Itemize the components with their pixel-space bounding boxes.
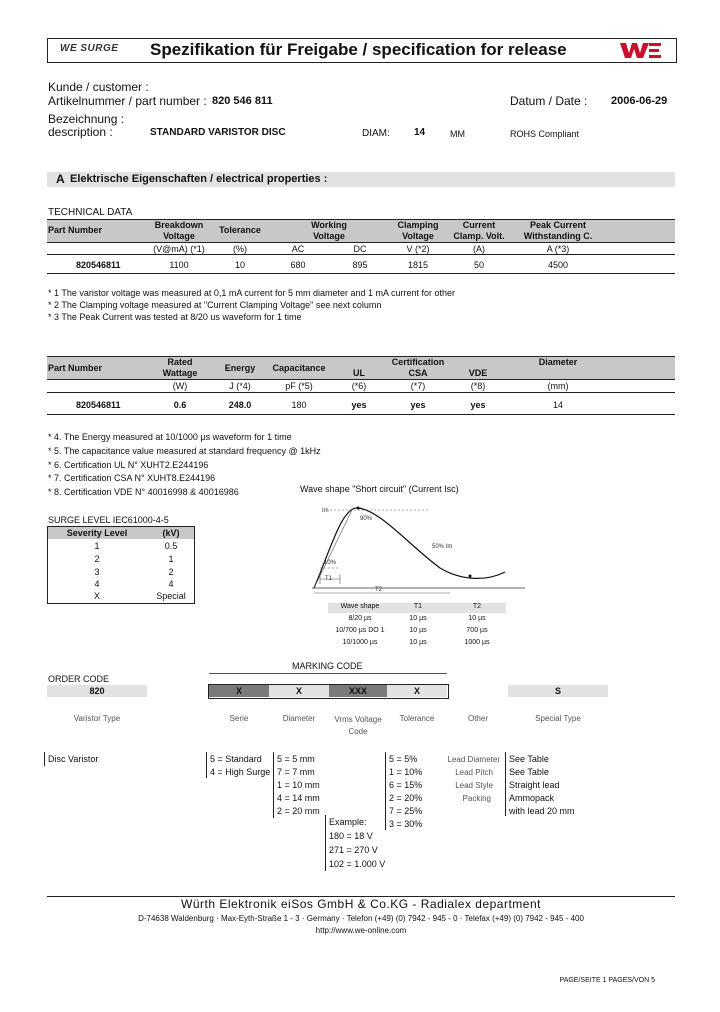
example-3: 102 = 1.000 V bbox=[329, 859, 386, 869]
other-label-4: Packing bbox=[462, 794, 491, 803]
t2-row-csa: yes bbox=[410, 400, 426, 410]
t1-u-ac: AC bbox=[291, 244, 305, 254]
t2-row-ul: yes bbox=[351, 400, 367, 410]
t1-u-breakdown: (V@mA) (*1) bbox=[153, 244, 205, 254]
section-a-title: Elektrische Eigenschaften / electrical properties : bbox=[70, 173, 328, 185]
footer-company: Würth Elektronik eiSos GmbH & Co.KG - Radialex department bbox=[181, 897, 541, 911]
date-value: 2006-06-29 bbox=[611, 95, 668, 107]
t2-h-capacitance: Capacitance bbox=[272, 363, 326, 373]
order-cell-tolerance: X bbox=[387, 685, 447, 697]
surge-r5-kv: Special bbox=[156, 591, 186, 601]
surge-r2-level: 2 bbox=[94, 554, 100, 564]
note-3: * 3 The Peak Current was tested at 8/20 us waveform for 1 time bbox=[48, 312, 302, 322]
surge-h-kv: (kV) bbox=[162, 528, 180, 538]
part-number-value: 820 546 811 bbox=[212, 95, 273, 107]
description-value: STANDARD VARISTOR DISC bbox=[150, 127, 286, 138]
t2-u-energy: J (*4) bbox=[229, 381, 251, 391]
marking-code-label: MARKING CODE bbox=[292, 661, 363, 671]
t2-h-certification: Certification bbox=[391, 357, 445, 367]
t1-h-peak: Peak Current Withstanding C. bbox=[523, 220, 593, 241]
surge-r3-level: 3 bbox=[94, 567, 100, 577]
serie-bracket bbox=[206, 752, 207, 778]
page-title: Spezifikation für Freigabe / specification for release bbox=[150, 40, 567, 59]
t1-row-tolerance: 10 bbox=[234, 260, 245, 270]
tolerance-opt-1: 5 = 5% bbox=[389, 754, 418, 764]
t1-u-peak: A (*3) bbox=[546, 244, 570, 254]
t1-row-part: 820546811 bbox=[76, 260, 121, 270]
customer-label: Kunde / customer : bbox=[48, 80, 149, 94]
note-7: * 7. Certification CSA N° XUHT8.E244196 bbox=[48, 473, 216, 483]
example-1: 180 = 18 V bbox=[329, 831, 373, 841]
logo-we-surge: WE SURGE bbox=[60, 43, 119, 54]
t1-u-current: (A) bbox=[473, 244, 485, 254]
wave-th-shape: Wave shape bbox=[340, 603, 380, 610]
diameter-opt-5: 2 = 20 mm bbox=[277, 806, 320, 816]
t2-u-capacitance: pF (*5) bbox=[285, 381, 313, 391]
t1-h-working: Working Voltage bbox=[311, 220, 347, 241]
sub-varistor-type: Varistor Type bbox=[73, 714, 121, 723]
wave-r1-t2: 10 µs bbox=[468, 615, 486, 622]
sub-special-type: Special Type bbox=[535, 714, 581, 723]
t1-h-part: Part Number bbox=[48, 225, 103, 235]
t2-h-energy: Energy bbox=[224, 363, 256, 373]
tolerance-opt-2: 1 = 10% bbox=[389, 767, 423, 777]
t1-h-breakdown: Breakdown Voltage bbox=[154, 220, 204, 241]
t1-u-tolerance: (%) bbox=[233, 244, 247, 254]
t2-row-diameter: 14 bbox=[552, 400, 563, 410]
marking-frame bbox=[208, 684, 449, 699]
wave-label-im: Im bbox=[322, 508, 329, 514]
wave-label-10: 10% bbox=[324, 560, 337, 566]
example-bracket bbox=[325, 815, 326, 871]
t2-row-part: 820546811 bbox=[76, 400, 121, 410]
t1-row-ac: 680 bbox=[290, 260, 306, 270]
note-5: * 5. The capacitance value measured at standard frequency @ 1kHz bbox=[48, 446, 321, 456]
diam-unit: MM bbox=[450, 129, 465, 139]
surge-r1-level: 1 bbox=[94, 541, 100, 551]
other-label-2: Lead Pitch bbox=[455, 768, 493, 777]
order-code-label: ORDER CODE bbox=[48, 674, 110, 684]
t1-h-tolerance: Tolerance bbox=[219, 225, 261, 235]
rohs-label: ROHS Compliant bbox=[510, 129, 580, 139]
technical-data-caption: TECHNICAL DATA bbox=[48, 207, 133, 218]
diam-value: 14 bbox=[414, 127, 426, 138]
t2-row-vde: yes bbox=[470, 400, 486, 410]
other-value-1: See Table bbox=[509, 754, 549, 764]
note-4: * 4. The Energy measured at 10/1000 µs waveform for 1 time bbox=[48, 432, 292, 442]
tolerance-opt-5: 7 = 25% bbox=[389, 806, 423, 816]
t1-row-dc: 895 bbox=[352, 260, 368, 270]
tolerance-opt-3: 6 = 15% bbox=[389, 780, 423, 790]
note-6: * 6. Certification UL N° XUHT2.E244196 bbox=[48, 460, 209, 470]
surge-r5-level: X bbox=[93, 591, 100, 601]
t2-row-rated: 0.6 bbox=[173, 400, 187, 410]
tolerance-bracket bbox=[385, 752, 386, 830]
diameter-opt-3: 1 = 10 mm bbox=[277, 780, 320, 790]
t2-h-csa: CSA bbox=[408, 368, 428, 378]
t1-u-clamping: V (*2) bbox=[406, 244, 430, 254]
wave-r3-t1: 10 µs bbox=[409, 639, 427, 646]
t2-h-diameter: Diameter bbox=[538, 357, 578, 367]
tolerance-opt-6: 3 = 30% bbox=[389, 819, 423, 829]
t2-h-vde: VDE bbox=[468, 368, 488, 378]
designation-label: Bezeichnung : bbox=[48, 112, 125, 126]
other-label-3: Lead Style bbox=[455, 781, 493, 790]
other-value-5: with lead 20 mm bbox=[509, 806, 575, 816]
example-label: Example: bbox=[329, 817, 367, 827]
sub-voltage-code: Vrms Voltage Code bbox=[334, 715, 382, 736]
t1-row-clamping: 1815 bbox=[407, 260, 429, 270]
description-label: description : bbox=[48, 125, 113, 139]
other-bracket bbox=[505, 752, 506, 816]
sub-other: Other bbox=[467, 714, 488, 723]
wave-r3-t2: 1000 µs bbox=[464, 639, 490, 646]
wave-title: Wave shape "Short circuit" (Current Isc) bbox=[300, 484, 459, 494]
note-1: * 1 The varistor voltage was measured at 0,1 mA current for 5 mm diameter and 1 mA current for other bbox=[48, 288, 456, 298]
wave-th-t2: T2 bbox=[472, 603, 482, 610]
wave-label-50: 50% Im bbox=[432, 544, 453, 550]
sub-serie: Serie bbox=[229, 714, 249, 723]
note-2: * 2 The Clamping voltage measured at "Current Clamping Voltage" see next column bbox=[48, 300, 382, 310]
surge-r4-kv: 4 bbox=[168, 579, 174, 589]
order-cell-voltage: XXX bbox=[329, 685, 387, 697]
wave-r1-t1: 10 µs bbox=[409, 615, 427, 622]
t2-h-part: Part Number bbox=[48, 363, 103, 373]
we-logo-icon bbox=[618, 40, 668, 60]
sub-tolerance: Tolerance bbox=[399, 714, 435, 723]
order-cell-special: S bbox=[508, 685, 608, 697]
diameter-opt-2: 7 = 7 mm bbox=[277, 767, 315, 777]
wave-r2-t2: 700 µs bbox=[466, 627, 488, 634]
wave-label-t2: T2 bbox=[375, 587, 383, 593]
surge-h-level: Severity Level bbox=[66, 528, 128, 538]
surge-r1-kv: 0.5 bbox=[164, 541, 178, 551]
surge-r4-level: 4 bbox=[94, 579, 100, 589]
t2-u-csa: (*7) bbox=[410, 381, 426, 391]
order-cell-serie: X bbox=[209, 685, 269, 697]
t1-h-clamping: Clamping Voltage bbox=[397, 220, 439, 241]
diameter-bracket bbox=[273, 752, 274, 818]
footer-address: D-74638 Waldenburg · Max-Eyth-Straße 1 - 3 · Germany · Telefon (+49) (0) 7942 - 945 - 0 · Telefax (+49) (0) 7942 - 945 - 400 bbox=[138, 914, 584, 923]
t1-h-current: Current Clamp. Volt. bbox=[453, 220, 505, 241]
t2-u-vde: (*8) bbox=[470, 381, 486, 391]
wave-r2-t1: 10 µs bbox=[409, 627, 427, 634]
t2-h-ul: UL bbox=[353, 368, 365, 378]
t1-row-peak: 4500 bbox=[547, 260, 569, 270]
order-cell-diameter: X bbox=[269, 685, 329, 697]
surge-caption: SURGE LEVEL IEC61000-4-5 bbox=[48, 515, 169, 525]
t1-row-breakdown: 1100 bbox=[169, 260, 189, 270]
t2-row-energy: 248.0 bbox=[228, 400, 252, 410]
example-2: 271 = 270 V bbox=[329, 845, 378, 855]
t2-h-rated: Rated Wattage bbox=[162, 357, 198, 378]
t2-u-ul: (*6) bbox=[351, 381, 367, 391]
part-number-label: Artikelnummer / part number : bbox=[48, 94, 207, 108]
serie-opt-2: 4 = High Surge bbox=[210, 767, 271, 777]
page-number: PAGE/SEITE 1 PAGES/VON 5 bbox=[559, 977, 655, 984]
wave-diagram bbox=[300, 496, 530, 601]
serie-opt-1: 5 = Standard bbox=[210, 754, 262, 764]
surge-r3-kv: 2 bbox=[168, 567, 174, 577]
wave-r3-shape: 10/1000 µs bbox=[342, 639, 378, 646]
t1-row-current: 50 bbox=[473, 260, 484, 270]
order-cell-820: 820 bbox=[47, 685, 147, 697]
t1-u-dc: DC bbox=[353, 244, 367, 254]
date-label: Datum / Date : bbox=[510, 94, 588, 108]
other-value-3: Straight lead bbox=[509, 780, 560, 790]
other-value-2: See Table bbox=[509, 767, 549, 777]
other-value-4: Ammopack bbox=[509, 793, 555, 803]
wave-label-90: 90% bbox=[360, 516, 373, 522]
sub-diameter: Diameter bbox=[282, 714, 316, 723]
note-8: * 8. Certification VDE N° 40016998 & 40016986 bbox=[48, 487, 239, 497]
t2-u-rated: (W) bbox=[172, 381, 188, 391]
wave-r2-shape: 10/700 µs DO 1 bbox=[335, 627, 385, 634]
diameter-opt-4: 4 = 14 mm bbox=[277, 793, 320, 803]
wave-label-t1: T1 bbox=[325, 576, 333, 582]
other-label-1: Lead Diameter bbox=[447, 755, 500, 764]
diam-label: DIAM: bbox=[362, 128, 390, 139]
section-a-letter: A bbox=[56, 172, 65, 186]
surge-r2-kv: 1 bbox=[168, 554, 174, 564]
diameter-opt-1: 5 = 5 mm bbox=[277, 754, 315, 764]
t2-u-diameter: (mm) bbox=[547, 381, 569, 391]
disc-bracket bbox=[44, 752, 45, 766]
t2-row-capacitance: 180 bbox=[291, 400, 307, 410]
tolerance-opt-4: 2 = 20% bbox=[389, 793, 423, 803]
footer-web: http://www.we-online.com bbox=[315, 926, 407, 935]
disc-varistor: Disc Varistor bbox=[48, 754, 99, 764]
wave-th-t1: T1 bbox=[413, 603, 423, 610]
wave-r1-shape: 8/20 µs bbox=[348, 615, 372, 622]
